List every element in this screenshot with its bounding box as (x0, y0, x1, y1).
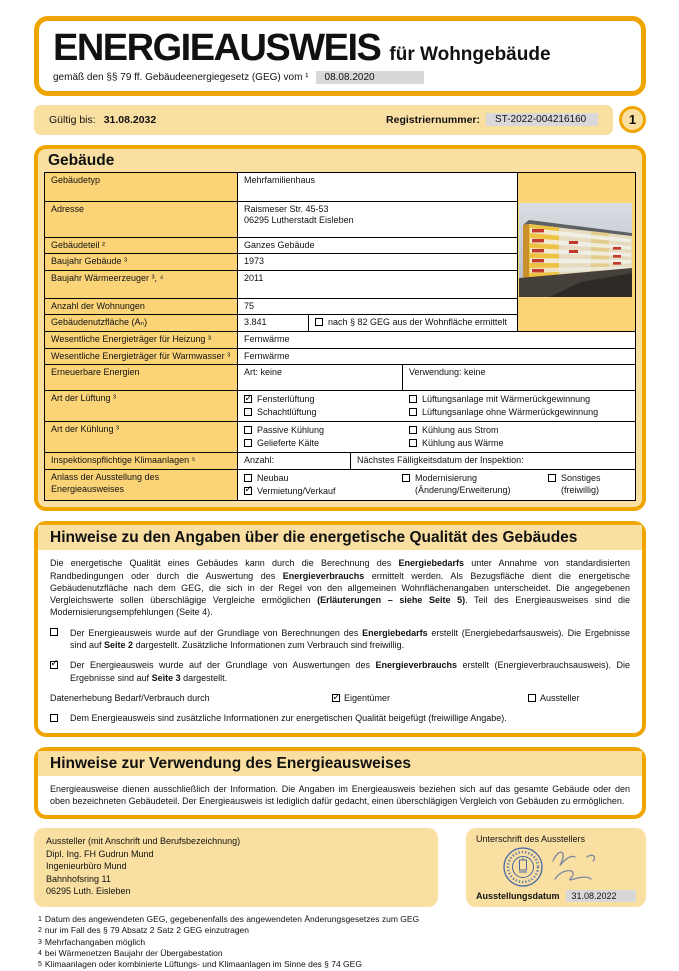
fensterlueftung-checkbox[interactable] (244, 395, 252, 403)
row-value: 75 (238, 298, 517, 315)
row-label: Art der Lüftung ³ (45, 390, 238, 421)
option-label: Lüftungsanlage mit Wärmerückgewinnung (422, 394, 591, 405)
row-label: Baujahr Gebäude ³ (45, 253, 238, 270)
schachtlueftung-checkbox[interactable] (244, 408, 252, 416)
table-row (45, 298, 635, 315)
issuer-box (34, 828, 438, 907)
issuer-name: Dipl. Ing. FH Gudrun Mund (46, 848, 154, 859)
issue-date-label: Ausstellungsdatum (476, 891, 560, 902)
law-date-value: 08.08.2020 (316, 71, 424, 84)
issuer-company: Ingenieurbüro Mund (46, 861, 127, 872)
registry-number-value: ST-2022-004216160 (486, 113, 598, 126)
table-filler (517, 298, 635, 315)
option-label: Lüftungsanlage ohne Wärmerückgewinnung (422, 406, 599, 417)
row-label: Art der Kühlung ³ (45, 421, 238, 452)
row-label: Wesentliche Energieträger für Warmwasser ³ (45, 348, 238, 365)
verbrauch-checkbox[interactable] (50, 661, 58, 669)
option-label: Vermietung/Verkauf (257, 485, 336, 496)
footnote: 4 bei Wärmenetzen Baujahr der Übergabestation (38, 948, 223, 958)
table-row (45, 331, 635, 348)
issuer-street: Bahnhofsring 11 (46, 873, 111, 884)
table-row (45, 390, 635, 421)
section-quality-title: Hinweise zu den Angaben über die energetische Qualität des Gebäudes (38, 525, 642, 550)
ventilation-options-left (238, 390, 403, 421)
option-label: Sonstiges (freiwillig) (561, 473, 601, 495)
document-subtitle: für Wohngebäude (389, 44, 551, 65)
aussteller-option-label: Aussteller (540, 692, 580, 703)
modernisierung-checkbox[interactable] (402, 474, 410, 482)
bedarf-item-text: Der Energieausweis wurde auf der Grundlage von Berechnungen des Energiebedarfs erstellt (Energiebedarfsausweis). Die Ergebnisse sind auf Seite 2 dargestellt. Zusätzliche Informationen zum Verbrauch sind freiwillig. (70, 627, 630, 651)
row-value: Fernwärme (238, 331, 635, 348)
issuer-label: Aussteller (mit Anschrift und Berufsbezeichnung) (46, 836, 241, 847)
neubau-checkbox[interactable] (244, 474, 252, 482)
row-label: Wesentliche Energieträger für Heizung ³ (45, 331, 238, 348)
row-label: Anlass der Ausstellung des Energieausweises (45, 469, 238, 500)
building-photo (519, 203, 632, 297)
table-filler (517, 314, 635, 331)
lueftungsanlage-mit-wrg-checkbox[interactable] (409, 395, 417, 403)
option-label: Passive Kühlung (257, 425, 325, 436)
row-label: Gebäudenutzfläche (Aₙ) (45, 314, 238, 331)
row-label: Erneuerbare Energien (45, 364, 238, 390)
footnotes-list (34, 914, 646, 970)
hvac-count-label: Anzahl: (238, 452, 351, 469)
cooling-options-left (238, 421, 403, 452)
section-usage-hints (34, 747, 646, 820)
building-table (44, 172, 636, 502)
bedarf-item (50, 627, 630, 652)
row-label: Adresse (45, 201, 238, 237)
row-value (238, 201, 517, 237)
option-label: Fensterlüftung (257, 394, 315, 405)
option-label: Neubau (257, 473, 289, 484)
validity-bar (34, 105, 613, 135)
law-reference-text: gemäß den §§ 79 ff. Gebäudeenergiegesetz (GEG) vom ¹ (53, 71, 309, 83)
issue-reason-col3 (542, 469, 635, 500)
document-header (34, 16, 646, 96)
address-line-1: Raismeser Str. 45-53 (244, 203, 329, 214)
footnote: 3 Mehrfachangaben möglich (38, 936, 146, 947)
passive-kuehlung-checkbox[interactable] (244, 426, 252, 434)
row-label: Gebäudetyp (45, 173, 238, 201)
page-number-badge: 1 (619, 106, 646, 133)
row-value: Mehrfamilienhaus (238, 173, 517, 201)
document-title: ENERGIEAUSWEIS (53, 27, 381, 69)
quality-intro-paragraph: Die energetische Qualität eines Gebäudes kann durch die Berechnung des Energiebedarfs unter Annahme von standardisierten Randbedingungen oder durch die Auswertung des Energieverbrauchs ermittelt werden. Als Bezugsfläche dient die energetische Gebäudenutzfläche nach dem GEG, die sich in der Regel von den allgemeinen Wohnflächenangaben unterscheidet. Die angegebenen Vergleichswerte sollen überschlägige Vergleiche ermöglichen (Erläuterungen – siehe Seite 5). Teil des Energieausweises sind die Modernisierungsempfehlungen (Seite 4). (50, 558, 630, 618)
row-value: 1973 (238, 253, 517, 270)
eigentuemer-label: Eigentümer (344, 692, 391, 703)
bedarf-checkbox[interactable] (50, 628, 58, 636)
row-value: Ganzes Gebäude (238, 237, 517, 254)
option-label: Kühlung aus Wärme (422, 437, 504, 448)
row-label: Baujahr Wärmeerzeuger ³, ⁴ (45, 270, 238, 298)
zusatzinfo-text: Dem Energieausweis sind zusätzliche Informationen zur energetischen Qualität beigefügt (freiwillige Angabe). (70, 713, 507, 724)
table-row (45, 314, 635, 331)
table-row (45, 173, 635, 201)
row-value: Fernwärme (238, 348, 635, 365)
hvac-duedate-label: Nächstes Fälligkeitsdatum der Inspektion: (351, 452, 635, 469)
row-label: Gebäudeteil ² (45, 237, 238, 254)
issue-reason-col1 (238, 469, 396, 500)
section-usage-title: Hinweise zur Verwendung des Energieausweises (38, 751, 642, 776)
row-label: Anzahl der Wohnungen (45, 298, 238, 315)
verbrauch-item (50, 659, 630, 684)
section-gebaeude-title: Gebäude (48, 151, 115, 169)
cooling-options-right (403, 421, 635, 452)
renewables-type: Art: keine (238, 364, 403, 390)
gelieferte-kaelte-checkbox[interactable] (244, 439, 252, 447)
floor-area-checkbox-label: nach § 82 GEG aus der Wohnfläche ermittelt (328, 317, 507, 328)
row-label: Inspektionspflichtige Klimaanlagen ⁵ (45, 452, 238, 469)
eigentuemer-checkbox[interactable] (332, 694, 340, 702)
table-filler (517, 173, 635, 201)
lueftungsanlage-ohne-wrg-checkbox[interactable] (409, 408, 417, 416)
floor-area-option (309, 314, 517, 331)
section-gebaeude (34, 145, 646, 512)
footnote: 1 Datum des angewendeten GEG, gegebenenfalls des angewendeten Änderungsgesetzes zum GEG (38, 914, 420, 925)
aussteller-checkbox[interactable] (528, 694, 536, 702)
option-label: Modernisierung (Änderung/Erweiterung) (415, 473, 511, 495)
footnote: 2 nur im Fall des § 79 Absatz 2 Satz 2 GEG einzutragen (38, 925, 250, 936)
address-line-2: 06295 Lutherstadt Eisleben (244, 215, 354, 226)
registry-number-label: Registriernummer: (386, 113, 480, 126)
kuehlung-waerme-checkbox[interactable] (409, 439, 417, 447)
renewables-usage: Verwendung: keine (403, 364, 635, 390)
sonstiges-checkbox[interactable] (548, 474, 556, 482)
table-row (45, 364, 635, 390)
zusatzinfo-item (50, 712, 630, 724)
datenerhebung-label: Datenerhebung Bedarf/Verbrauch durch (50, 692, 210, 703)
kuehlung-strom-checkbox[interactable] (409, 426, 417, 434)
valid-until-date: 31.08.2032 (103, 113, 157, 126)
signature-label: Unterschrift des Ausstellers (476, 834, 586, 845)
section-quality-hints (34, 521, 646, 736)
ventilation-options-right (403, 390, 635, 421)
zusatzinfo-checkbox[interactable] (50, 714, 58, 722)
datenerhebung-row (50, 692, 630, 704)
verbrauch-item-text: Der Energieausweis wurde auf der Grundlage von Auswertungen des Energieverbrauchs erstellt (Energieverbrauchsausweis). Die Ergebnisse sind auf Seite 3 dargestellt. (70, 660, 630, 683)
option-label: Schachtlüftung (257, 406, 317, 417)
option-label: Kühlung aus Strom (422, 425, 499, 436)
row-value: 2011 (238, 270, 517, 298)
stamp-and-signature (476, 845, 636, 889)
floor-area-checkbox[interactable] (315, 318, 323, 326)
vermietung-verkauf-checkbox[interactable] (244, 487, 252, 495)
option-label: Gelieferte Kälte (257, 437, 320, 448)
issue-date-value: 31.08.2022 (566, 890, 636, 902)
issuer-city: 06295 Luth. Eisleben (46, 886, 131, 897)
usage-paragraph: Energieausweise dienen ausschließlich der Information. Die Angaben im Energieausweis beziehen sich auf das gesamte Gebäude oder den oben bezeichneten Gebäudeteil. Der Energieausweis ist lediglich dafür gedacht, einen überschlägigen Vergleich von Gebäuden zu ermöglichen. (50, 783, 630, 806)
table-row (45, 469, 635, 500)
table-row (45, 348, 635, 365)
signature-box (466, 828, 646, 907)
footnote: 5 Klimaanlagen oder kombinierte Lüftungs- und Klimaanlagen im Sinne des § 74 GEG (38, 959, 362, 970)
floor-area-value: 3.841 (238, 314, 309, 331)
table-row (45, 452, 635, 469)
valid-until-label: Gültig bis: (49, 113, 96, 126)
table-row (45, 421, 635, 452)
issue-reason-col2 (396, 469, 542, 500)
